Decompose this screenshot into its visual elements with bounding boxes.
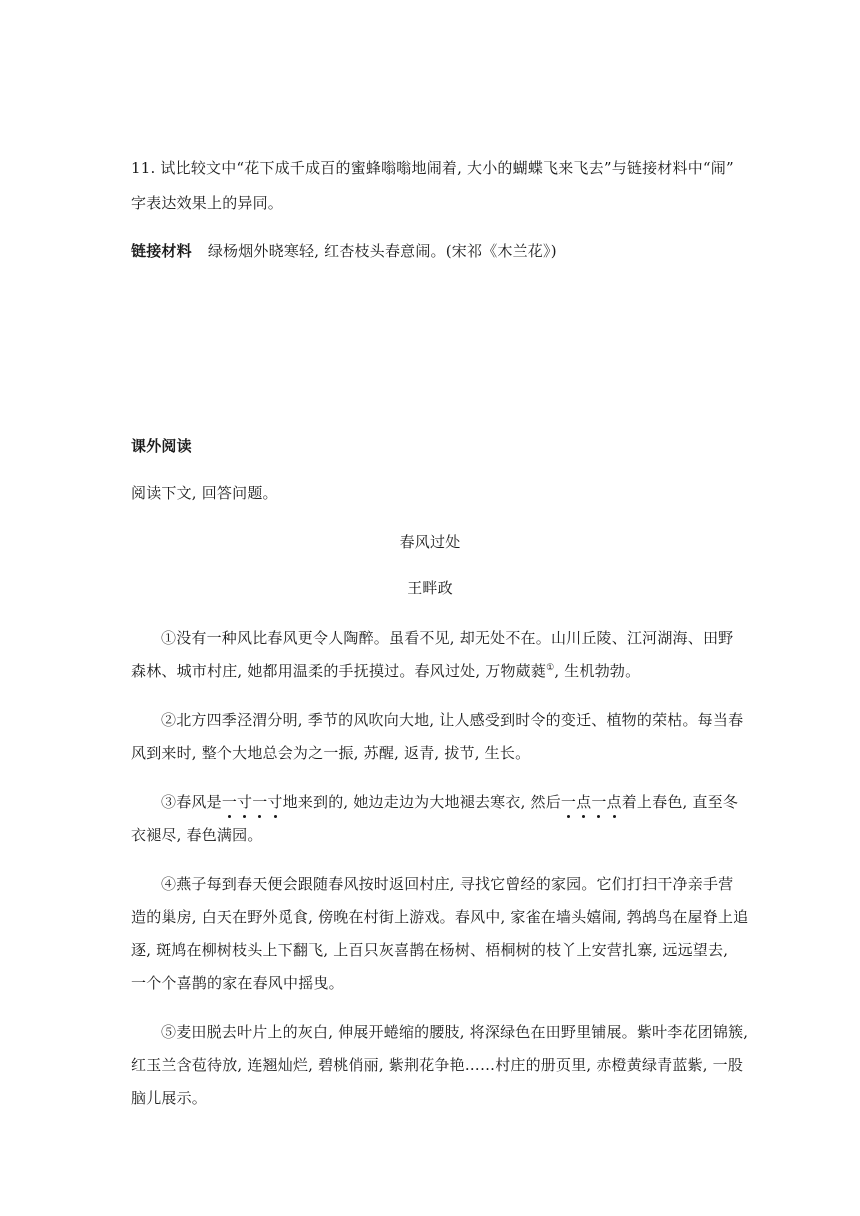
emphasis-char: 一 <box>222 793 237 811</box>
emphasis-dot <box>274 815 277 818</box>
emphasis-phrase-1 <box>222 793 283 811</box>
link-material-label: 链接材料 <box>131 242 192 260</box>
paragraph-4-line-2: 造的巢房, 白天在野外觅食, 傍晚在村街上游戏。春风中, 家雀在墙头嬉闹, 鹁鸪鸟在屋脊上追 <box>131 908 749 926</box>
section-heading: 课外阅读 <box>131 437 192 455</box>
article-title: 春风过处 <box>399 533 461 551</box>
paragraph-2-line-1: ②北方四季泾渭分明, 季节的风吹向大地, 让人感受到时令的变迁、植物的荣枯。每当春 <box>161 711 744 729</box>
footnote-marker: ① <box>546 663 555 673</box>
emphasis-char: 寸 <box>267 793 282 811</box>
paragraph-4-line-3: 逐, 斑鸠在柳树枝头上下翻飞, 上百只灰喜鹊在杨树、梧桐树的枝丫上安营扎寨, 远远望去, <box>131 941 729 959</box>
paragraph-5-line-1: ⑤麦田脱去叶片上的灰白, 伸展开蜷缩的腰肢, 将深绿色在田野里铺展。紫叶李花团锦簇, <box>161 1023 749 1041</box>
paragraph-4-line-4: 一个个喜鹊的家在春风中摇曳。 <box>131 974 344 992</box>
emphasis-dot <box>228 815 231 818</box>
emphasis-dot <box>258 815 261 818</box>
emphasis-dot <box>613 815 616 818</box>
paragraph-1-text: 森林、城市村庄, 她都用温柔的手抚摸过。春风过处, 万物葳蕤 <box>131 662 547 680</box>
paragraph-3-line-1 <box>161 792 738 812</box>
emphasis-dot <box>243 815 246 818</box>
emphasis-phrase-2 <box>561 793 622 811</box>
paragraph-3-line-2: 衣褪尽, 春色满园。 <box>131 826 263 844</box>
paragraph-2-line-2: 风到来时, 整个大地总会为之一振, 苏醒, 返青, 拔节, 生长。 <box>131 744 531 762</box>
question-11-line-2: 字表达效果上的异同。 <box>131 194 284 212</box>
paragraph-5-line-3: 脑儿展示。 <box>131 1089 208 1107</box>
paragraph-1-text-end: , 生机勃勃。 <box>554 662 641 680</box>
paragraph-3-prefix: ③春风是 <box>161 793 222 811</box>
emphasis-char: 一 <box>561 793 576 811</box>
emphasis-dot <box>567 815 570 818</box>
emphasis-char: 一 <box>252 793 267 811</box>
paragraph-5-line-2: 红玉兰含苞待放, 连翘灿烂, 碧桃俏丽, 紫荆花争艳……村庄的册页里, 赤橙黄绿青蓝紫, 一股 <box>131 1056 744 1074</box>
paragraph-3-middle: 地来到的, 她边走边为大地褪去寒衣, 然后 <box>282 793 561 811</box>
paragraph-4-line-1: ④燕子每到春天便会跟随春风按时返回村庄, 寻找它曾经的家园。它们打扫干净亲手营 <box>161 875 734 893</box>
paragraph-1-line-1: ①没有一种风比春风更令人陶醉。虽看不见, 却无处不在。山川丘陵、江河湖海、田野 <box>161 629 734 647</box>
paragraph-1-line-2 <box>131 661 640 681</box>
question-11-line-1: 11. 试比较文中“花下成千成百的蜜蜂嗡嗡地闹着, 大小的蝴蝶飞来飞去”与链接材料中“闹” <box>131 159 734 177</box>
link-material <box>131 241 557 261</box>
emphasis-char: 点 <box>607 793 622 811</box>
emphasis-char: 寸 <box>237 793 252 811</box>
emphasis-char: 一 <box>591 793 606 811</box>
article-author: 王畔政 <box>407 579 453 597</box>
link-material-text: 绿杨烟外晓寒轻, 红杏枝头春意闹。(宋祁《木兰花》) <box>207 242 557 260</box>
reading-instruction: 阅读下文, 回答问题。 <box>131 484 278 502</box>
emphasis-char: 点 <box>576 793 591 811</box>
emphasis-dot <box>582 815 585 818</box>
emphasis-dot <box>597 815 600 818</box>
paragraph-3-suffix: 着上春色, 直至冬 <box>621 793 739 811</box>
